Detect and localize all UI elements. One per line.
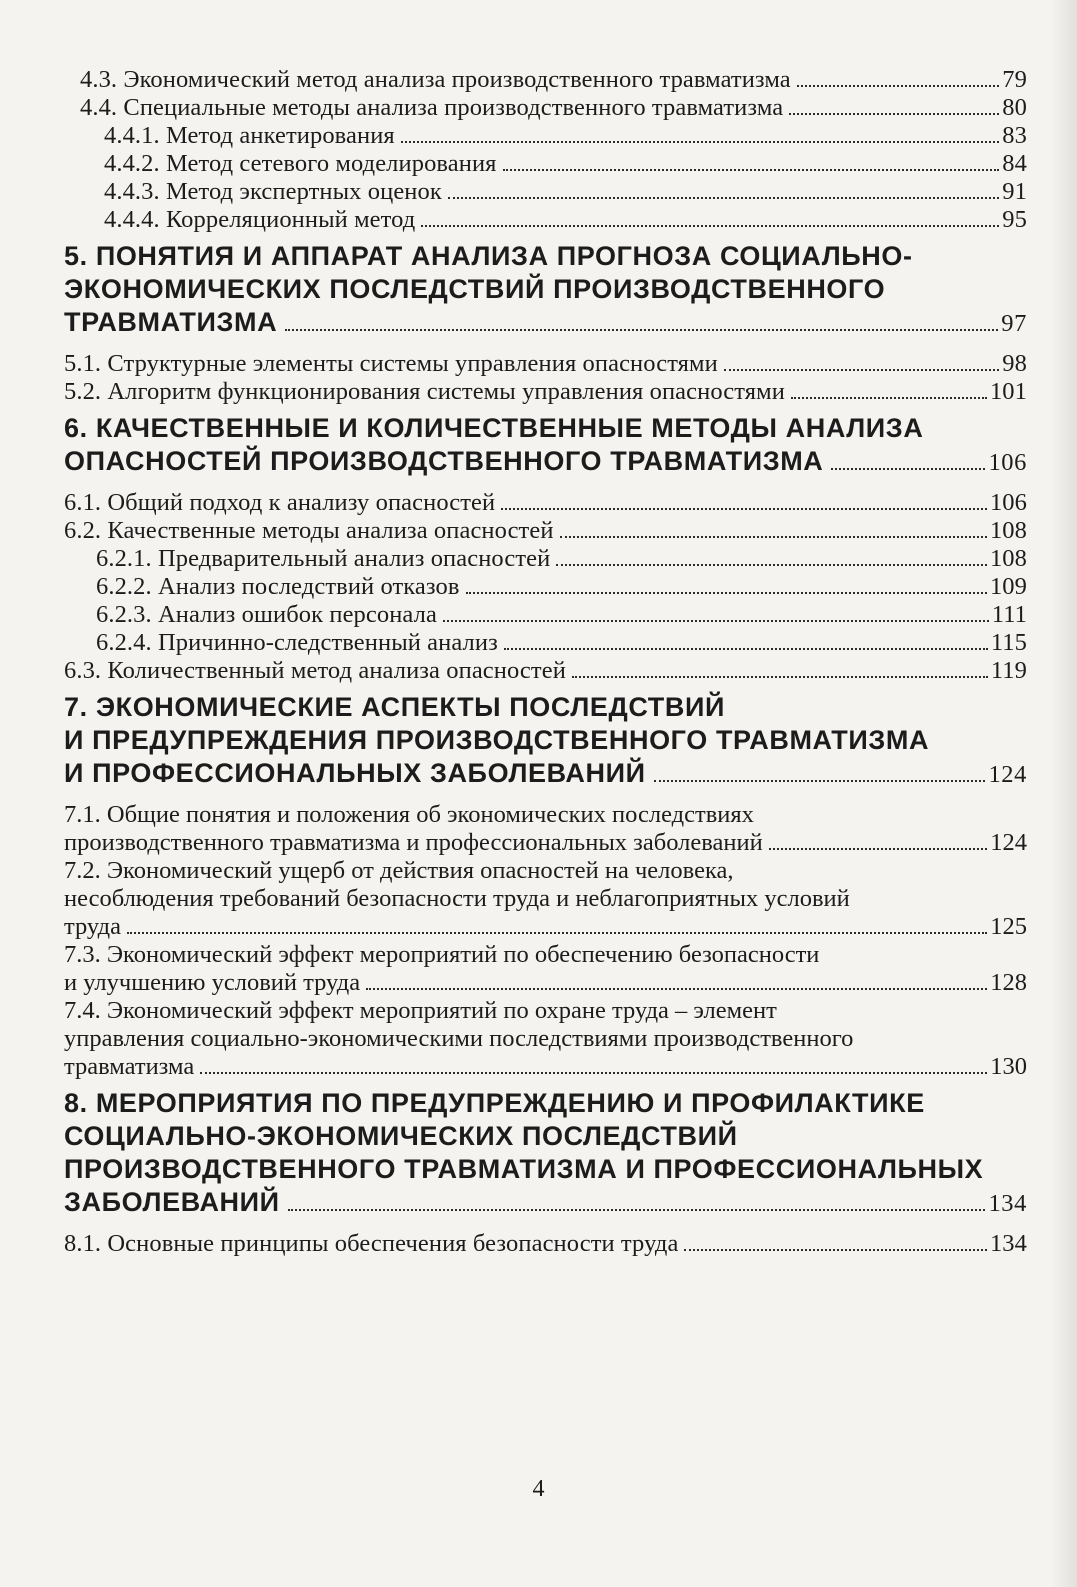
chapter-heading-lead: 5. ПОНЯТИЯ И АППАРАТ АНАЛИЗА ПРОГНОЗА СОЦИАЛЬНО- ЭКОНОМИЧЕСКИХ ПОСЛЕДСТВИЙ ПРОИЗВОДСТВЕННОГО bbox=[64, 241, 913, 304]
toc-entry-7-1: 7.1. Общие понятия и положения об экономических последствиях производственного травматизма и профессиональных заболеваний 124 bbox=[64, 801, 1027, 856]
toc-page-number: 106 bbox=[988, 449, 1027, 476]
toc-entry-4-4-4: 4.4.4. Корреляционный метод 95 bbox=[104, 206, 1027, 233]
leader-dots bbox=[654, 780, 986, 782]
toc-entry-6-2-4: 6.2.4. Причинно-следственный анализ 115 bbox=[96, 629, 1027, 656]
toc-entry-6-2: 6.2. Качественные методы анализа опасностей 108 bbox=[64, 517, 1027, 544]
toc-entry-6-3: 6.3. Количественный метод анализа опасностей 119 bbox=[64, 657, 1027, 684]
leader-dots bbox=[288, 1209, 986, 1211]
toc-page-number: 80 bbox=[1002, 94, 1027, 121]
toc-page-number: 98 bbox=[1002, 350, 1027, 377]
chapter-heading: ЗАБОЛЕВАНИЙ bbox=[64, 1187, 280, 1217]
toc-page-number: 124 bbox=[988, 761, 1027, 788]
toc-page-number: 108 bbox=[989, 545, 1027, 572]
toc-entry-7-4: 7.4. Экономический эффект мероприятий по охране труда – элемент управления социально-экономическими последствиями производственного травматизма 130 bbox=[64, 997, 1027, 1080]
chapter-heading: И ПРОФЕССИОНАЛЬНЫХ ЗАБОЛЕВАНИЙ bbox=[64, 758, 646, 788]
toc-entry-6-1: 6.1. Общий подход к анализу опасностей 106 bbox=[64, 489, 1027, 516]
toc-chapter-7 bbox=[64, 691, 1027, 791]
toc-page-number: 97 bbox=[1001, 310, 1027, 337]
leader-dots bbox=[789, 113, 999, 115]
chapter-heading: ТРАВМАТИЗМА bbox=[64, 307, 278, 337]
toc-entry-4-4-3: 4.4.3. Метод экспертных оценок 91 bbox=[104, 178, 1027, 205]
leader-dots bbox=[366, 988, 987, 990]
page-number: 4 bbox=[532, 1476, 545, 1502]
leader-dots bbox=[443, 620, 989, 622]
chapter-heading: ОПАСНОСТЕЙ ПРОИЗВОДСТВЕННОГО ТРАВМАТИЗМА bbox=[64, 446, 824, 476]
toc-chapter-6 bbox=[64, 412, 1027, 479]
chapter-heading-lead: 7. ЭКОНОМИЧЕСКИЕ АСПЕКТЫ ПОСЛЕДСТВИЙ И ПРЕДУПРЕЖДЕНИЯ ПРОИЗВОДСТВЕННОГО ТРАВМАТИЗМА bbox=[64, 692, 930, 755]
toc-page-number: 79 bbox=[1002, 66, 1027, 93]
toc-page-number: 124 bbox=[990, 829, 1027, 856]
leader-dots bbox=[791, 397, 987, 399]
page-edge-shadow bbox=[1051, 0, 1077, 1587]
toc-page-number: 125 bbox=[990, 913, 1027, 940]
leader-dots bbox=[556, 564, 987, 566]
leader-dots bbox=[560, 536, 987, 538]
leader-dots bbox=[401, 141, 1000, 143]
leader-dots bbox=[572, 676, 988, 678]
leader-dots bbox=[831, 468, 985, 470]
leader-dots bbox=[769, 848, 988, 850]
toc-page-number: 134 bbox=[989, 1230, 1027, 1257]
leader-dots bbox=[466, 592, 987, 594]
leader-dots bbox=[797, 85, 1000, 87]
toc-page-number: 130 bbox=[990, 1053, 1027, 1080]
toc-page-number: 115 bbox=[990, 629, 1027, 656]
toc-page-number: 108 bbox=[989, 517, 1027, 544]
toc-page-number: 128 bbox=[990, 969, 1027, 996]
toc-entry-4-3: 4.3. Экономический метод анализа производственного травматизма 79 bbox=[80, 66, 1027, 93]
toc-page-number: 109 bbox=[989, 573, 1027, 600]
leader-dots bbox=[503, 169, 1000, 171]
leader-dots bbox=[421, 225, 999, 227]
toc-entry-8-1: 8.1. Основные принципы обеспечения безопасности труда 134 bbox=[64, 1230, 1027, 1257]
leader-dots bbox=[285, 329, 998, 331]
toc-entry-5-1: 5.1. Структурные элементы системы управления опасностями 98 bbox=[64, 350, 1027, 377]
toc-page-number: 84 bbox=[1002, 150, 1027, 177]
leader-dots bbox=[501, 508, 987, 510]
toc-page-number: 111 bbox=[991, 601, 1027, 628]
toc-page-number: 95 bbox=[1002, 206, 1027, 233]
toc-chapter-5 bbox=[64, 240, 1027, 340]
toc-page-number: 106 bbox=[989, 489, 1027, 516]
toc-entry-7-3: 7.3. Экономический эффект мероприятий по обеспечению безопасности и улучшению условий труда 128 bbox=[64, 941, 1027, 996]
leader-dots bbox=[504, 648, 988, 650]
leader-dots bbox=[724, 369, 999, 371]
toc-entry-4-4-1: 4.4.1. Метод анкетирования 83 bbox=[104, 122, 1027, 149]
chapter-heading-lead: 6. КАЧЕСТВЕННЫЕ И КОЛИЧЕСТВЕННЫЕ МЕТОДЫ АНАЛИЗА bbox=[64, 413, 924, 443]
toc-page-number: 101 bbox=[989, 378, 1027, 405]
toc-entry-6-2-2: 6.2.2. Анализ последствий отказов 109 bbox=[96, 573, 1027, 600]
toc-page-number: 134 bbox=[988, 1190, 1027, 1217]
toc-entry-6-2-1: 6.2.1. Предварительный анализ опасностей 108 bbox=[96, 545, 1027, 572]
toc-page-number: 91 bbox=[1002, 178, 1027, 205]
leader-dots bbox=[684, 1249, 987, 1251]
toc-entry-6-2-3: 6.2.3. Анализ ошибок персонала 111 bbox=[96, 601, 1027, 628]
leader-dots bbox=[448, 197, 999, 199]
leader-dots bbox=[200, 1072, 987, 1074]
toc-entry-7-2: 7.2. Экономический ущерб от действия опасностей на человека, несоблюдения требований безопасности труда и неблагоприятных условий труда 125 bbox=[64, 857, 1027, 940]
toc-entry-4-4-2: 4.4.2. Метод сетевого моделирования 84 bbox=[104, 150, 1027, 177]
toc-chapter-8 bbox=[64, 1087, 1027, 1220]
toc-page-number: 119 bbox=[990, 657, 1027, 684]
chapter-heading-lead: 8. МЕРОПРИЯТИЯ ПО ПРЕДУПРЕЖДЕНИЮ И ПРОФИЛАКТИКЕ СОЦИАЛЬНО-ЭКОНОМИЧЕСКИХ ПОСЛЕДСТВИЙ ПРОИЗВОДСТВЕННОГО ТРАВМАТИЗМА И ПРОФЕССИОНАЛЬНЫХ bbox=[64, 1088, 984, 1184]
leader-dots bbox=[127, 932, 987, 934]
toc-entry-5-2: 5.2. Алгоритм функционирования системы управления опасностями 101 bbox=[64, 378, 1027, 405]
table-of-contents bbox=[64, 66, 1027, 1258]
toc-entry-4-4: 4.4. Специальные методы анализа производственного травматизма 80 bbox=[80, 94, 1027, 121]
toc-page-number: 83 bbox=[1002, 122, 1027, 149]
